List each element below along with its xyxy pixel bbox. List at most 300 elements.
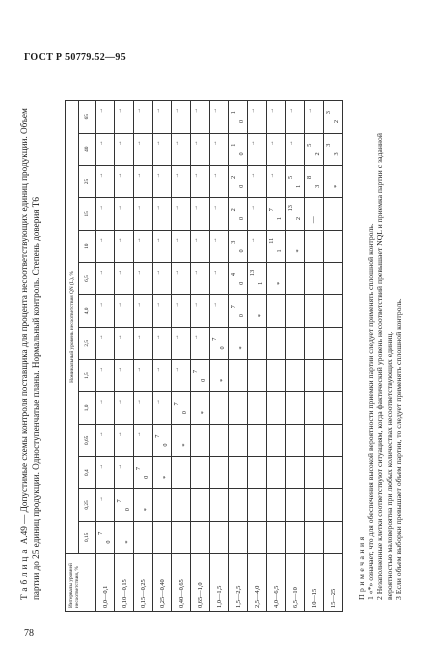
plan-cell (191, 198, 210, 230)
plan-cell (305, 521, 324, 553)
arrow-right-icon: → (117, 108, 123, 114)
plan-cell (96, 230, 115, 262)
arrow-right-icon: → (117, 302, 123, 308)
aql-group-header: Номинальный уровень несоответствия QN (L), % (66, 101, 79, 554)
table-row (229, 101, 248, 612)
standard-header: ГОСТ Р 50779.52—95 (24, 52, 126, 63)
arrow-right-icon: → (98, 140, 104, 147)
plan-cell (172, 456, 191, 488)
sample-size: 13 (287, 205, 294, 212)
full-inspection-mark: * (276, 281, 283, 285)
sample-size: 2 (230, 208, 237, 212)
arrow-right-icon: → (250, 205, 256, 211)
plan-cell (134, 424, 153, 456)
sample-size: 3 (325, 111, 332, 115)
plan-cell (248, 262, 267, 294)
arrow-right-icon: → (136, 334, 142, 341)
sample-size: 7 (173, 402, 180, 406)
plan-cell (96, 392, 115, 424)
plan-cell (286, 392, 305, 424)
plan-cell (267, 327, 286, 359)
acceptance-number: 0 (181, 411, 188, 415)
table-row (210, 101, 229, 612)
plan-cell (210, 392, 229, 424)
full-inspection-mark: * (181, 443, 188, 447)
plan-cell (286, 101, 305, 134)
arrow-right-icon: → (155, 334, 161, 341)
acceptance-number: 1 (295, 184, 302, 188)
plan-cell (134, 327, 153, 359)
plan-cell (229, 262, 248, 294)
plan-cell (248, 392, 267, 424)
level-header: 1,0 (78, 392, 96, 424)
arrow-right-icon: → (136, 431, 142, 438)
plan-cell (324, 101, 343, 134)
acceptance-number: 3 (333, 152, 340, 156)
arrow-right-icon: → (98, 366, 104, 373)
plan-cell (267, 262, 286, 294)
arrow-right-icon: → (117, 399, 123, 405)
level-header: 10 (78, 230, 96, 262)
acceptance-number: 1 (257, 281, 264, 285)
acceptance-number: 1 (276, 217, 283, 221)
acceptance-number: 0 (238, 281, 245, 285)
row-label: 1,5—2,5 (229, 554, 248, 612)
plan-cell (210, 424, 229, 456)
table-row (305, 101, 324, 612)
plan-cell (229, 392, 248, 424)
plan-cell (305, 424, 324, 456)
caption-text: — Допустимые схемы контроля поставщика для процента несоответствующих единиц продукции. Объем партии до 25 единиц продукции. Одноступенчатые планы. Нормальный контроль. Степень доверия Т6 (19, 108, 41, 600)
arrow-right-icon: → (193, 269, 199, 276)
plan-cell (172, 165, 191, 197)
arrow-right-icon: → (98, 334, 104, 341)
plan-cell (191, 230, 210, 262)
plan-cell (191, 489, 210, 521)
plan-cell (324, 424, 343, 456)
arrow-right-icon: → (98, 399, 104, 405)
arrow-right-icon: → (117, 140, 123, 147)
full-inspection-mark: * (162, 475, 169, 479)
arrow-right-icon: → (98, 108, 104, 114)
plan-cell (248, 489, 267, 521)
arrow-right-icon: → (117, 431, 123, 438)
plan-cell (191, 424, 210, 456)
arrow-right-icon: → (136, 269, 142, 276)
plan-cell (153, 230, 172, 262)
plan-cell (96, 521, 115, 553)
plan-cell (153, 198, 172, 230)
plan-cell (229, 424, 248, 456)
level-header: 6,5 (78, 262, 96, 294)
plan-cell (115, 327, 134, 359)
plan-cell (286, 521, 305, 553)
plan-cell (229, 133, 248, 165)
corner-header: Интервалы уровней несоответствия, % (66, 554, 96, 612)
acceptance-number: 0 (238, 217, 245, 221)
plan-cell (115, 392, 134, 424)
sample-size: 7 (97, 531, 104, 535)
row-label: 2,5—4,0 (248, 554, 267, 612)
arrow-right-icon: → (136, 108, 142, 114)
arrow-right-icon: → (288, 108, 294, 114)
arrow-right-icon: → (174, 108, 180, 114)
acceptance-number: 2 (333, 119, 340, 124)
plan-cell (153, 489, 172, 521)
table-row (96, 101, 115, 612)
sample-size: 1 (230, 111, 237, 115)
plan-cell (305, 295, 324, 327)
plan-cell (324, 489, 343, 521)
plan-cell (172, 101, 191, 134)
plan-cell (96, 424, 115, 456)
level-header: 2,5 (78, 327, 96, 359)
plan-cell (134, 489, 153, 521)
plan-cell (324, 295, 343, 327)
sample-size: 7 (192, 369, 199, 374)
plan-cell (305, 359, 324, 391)
plan-cell (134, 359, 153, 391)
level-header-row (78, 101, 96, 612)
level-header: 25 (78, 165, 96, 197)
arrow-right-icon: → (98, 463, 104, 470)
arrow-right-icon: → (98, 269, 104, 276)
arrow-right-icon: → (155, 366, 161, 373)
acceptance-number: 0 (238, 152, 245, 156)
notes-heading: Примечания (357, 534, 366, 600)
level-header: 4,0 (78, 295, 96, 327)
arrow-right-icon: → (250, 140, 256, 147)
plan-cell (248, 359, 267, 391)
plan-cell (172, 295, 191, 327)
notes (357, 104, 403, 600)
arrow-right-icon: → (117, 269, 123, 276)
plan-cell (115, 230, 134, 262)
plan-cell (210, 489, 229, 521)
acceptance-number: 0 (200, 378, 207, 382)
table-caption (18, 104, 42, 600)
plan-cell (172, 424, 191, 456)
plan-cell (248, 456, 267, 488)
table-row (267, 101, 286, 612)
plan-cell (286, 262, 305, 294)
plan-cell (134, 392, 153, 424)
row-label: 0,65—1,0 (191, 554, 210, 612)
arrow-right-icon: → (212, 108, 218, 114)
plan-cell (172, 262, 191, 294)
plan-cell (267, 359, 286, 391)
arrow-right-icon: → (136, 302, 142, 308)
arrow-right-icon: → (117, 334, 123, 341)
sample-size: 3 (230, 240, 237, 244)
plan-cell (115, 456, 134, 488)
separator-mark: — (309, 216, 317, 224)
row-label: 0,40—0,65 (172, 554, 191, 612)
sample-size: 1 (230, 143, 237, 147)
note-2: 2 Незаполненные клетки соответствуют ситуациям, когда фактический уровень несоответствий превышает NQL и приемка партии с заданной вероятностью маловероятна при любых количествах несоответствующих единиц. (375, 132, 394, 600)
plan-cell (210, 521, 229, 553)
arrow-right-icon: → (155, 302, 161, 308)
arrow-right-icon: → (136, 205, 142, 211)
plan-cell (305, 133, 324, 165)
arrow-right-icon: → (212, 140, 218, 147)
acceptance-number: 2 (295, 217, 302, 221)
plan-cell (267, 133, 286, 165)
plan-cell (305, 198, 324, 230)
plan-cell (115, 133, 134, 165)
caption-label: Таблица (19, 546, 29, 600)
arrow-right-icon: → (193, 302, 199, 308)
plan-cell (267, 424, 286, 456)
sample-size: 5 (287, 175, 294, 180)
plan-cell (115, 359, 134, 391)
plan-cell (324, 133, 343, 165)
plan-cell (115, 489, 134, 521)
plan-cell (115, 198, 134, 230)
page-number: 78 (24, 628, 34, 639)
plan-cell (191, 456, 210, 488)
arrow-right-icon: → (136, 172, 142, 179)
level-header: 15 (78, 198, 96, 230)
plan-cell (267, 101, 286, 134)
arrow-right-icon: → (212, 205, 218, 211)
sample-size: 7 (135, 466, 142, 471)
plan-cell (229, 295, 248, 327)
plan-cell (229, 359, 248, 391)
plan-cell (210, 327, 229, 359)
arrow-right-icon: → (212, 302, 218, 308)
plan-cell (248, 230, 267, 262)
acceptance-number: 0 (238, 184, 245, 188)
plan-cell (96, 295, 115, 327)
plan-cell (191, 392, 210, 424)
arrow-right-icon: → (136, 366, 142, 373)
plan-cell (229, 198, 248, 230)
full-inspection-mark: * (124, 540, 131, 544)
plan-cell (96, 262, 115, 294)
plan-cell (286, 165, 305, 197)
sample-size: 5 (306, 143, 313, 147)
arrow-right-icon: → (193, 205, 199, 211)
plan-cell (96, 198, 115, 230)
row-label: 0,25—0,40 (153, 554, 172, 612)
arrow-right-icon: → (174, 366, 180, 373)
full-inspection-mark: * (200, 411, 207, 415)
level-header: 40 (78, 133, 96, 165)
plan-cell (267, 489, 286, 521)
plan-cell (134, 456, 153, 488)
plan-cell (305, 392, 324, 424)
sample-size: 7 (154, 434, 161, 438)
arrow-right-icon: → (174, 334, 180, 341)
acceptance-number: 0 (162, 443, 169, 447)
arrow-right-icon: → (212, 237, 218, 244)
plan-cell (191, 262, 210, 294)
plan-cell (210, 133, 229, 165)
plan-cell (324, 198, 343, 230)
arrow-right-icon: → (174, 269, 180, 276)
arrow-right-icon: → (193, 108, 199, 114)
plan-cell (172, 198, 191, 230)
full-inspection-mark: * (238, 346, 245, 350)
arrow-right-icon: → (155, 399, 161, 405)
plan-cell (191, 165, 210, 197)
plan-cell (153, 521, 172, 553)
table-row (172, 101, 191, 612)
plan-cell (229, 489, 248, 521)
plan-cell (210, 456, 229, 488)
acceptance-number: 0 (143, 475, 150, 479)
plan-cell (286, 424, 305, 456)
level-header: 1,5 (78, 359, 96, 391)
arrow-right-icon: → (155, 108, 161, 114)
plan-cell (172, 521, 191, 553)
acceptance-number: 0 (238, 314, 245, 318)
arrow-right-icon: → (155, 140, 161, 147)
plan-cell (115, 101, 134, 134)
sample-size: 2 (230, 175, 237, 180)
acceptance-number: 0 (124, 508, 131, 512)
sample-size: 13 (249, 269, 256, 277)
arrow-right-icon: → (307, 108, 313, 114)
arrow-right-icon: → (250, 237, 256, 244)
full-inspection-mark: * (333, 184, 340, 188)
plan-cell (229, 165, 248, 197)
table-body (96, 101, 343, 612)
acceptance-plan-table (65, 100, 343, 612)
plan-cell (96, 133, 115, 165)
plan-cell (115, 521, 134, 553)
plan-cell (210, 295, 229, 327)
plan-cell (286, 198, 305, 230)
plan-cell (229, 327, 248, 359)
plan-cell (153, 424, 172, 456)
plan-cell (115, 165, 134, 197)
plan-cell (305, 230, 324, 262)
plan-cell (210, 198, 229, 230)
sample-size: 7 (116, 499, 123, 503)
full-inspection-mark: * (143, 508, 150, 512)
plan-cell (153, 133, 172, 165)
plan-cell (324, 262, 343, 294)
plan-cell (248, 165, 267, 197)
arrow-right-icon: → (269, 108, 275, 114)
acceptance-number: 0 (219, 346, 226, 350)
plan-cell (248, 424, 267, 456)
plan-cell (324, 456, 343, 488)
sample-size: 8 (306, 175, 313, 180)
arrow-right-icon: → (250, 172, 256, 179)
arrow-right-icon: → (288, 140, 294, 147)
acceptance-number: 1 (276, 249, 283, 253)
caption-number: А.49 (19, 526, 29, 545)
plan-cell (305, 489, 324, 521)
plan-cell (172, 133, 191, 165)
arrow-right-icon: → (117, 172, 123, 179)
acceptance-number: 3 (314, 184, 321, 188)
arrow-right-icon: → (174, 205, 180, 211)
plan-cell (305, 262, 324, 294)
arrow-right-icon: → (136, 399, 142, 405)
plan-cell (172, 327, 191, 359)
plan-cell (286, 295, 305, 327)
plan-cell (210, 359, 229, 391)
arrow-right-icon: → (193, 237, 199, 244)
plan-cell (267, 165, 286, 197)
sample-size: 11 (268, 237, 275, 244)
arrow-right-icon: → (98, 302, 104, 308)
plan-cell (172, 230, 191, 262)
plan-cell (229, 101, 248, 134)
plan-cell (248, 133, 267, 165)
plan-cell (191, 133, 210, 165)
table-row (153, 101, 172, 612)
plan-cell (286, 456, 305, 488)
plan-cell (248, 295, 267, 327)
acceptance-number: 2 (314, 152, 321, 156)
table-row (134, 101, 153, 612)
arrow-right-icon: → (136, 237, 142, 244)
plan-cell (134, 262, 153, 294)
plan-cell (191, 295, 210, 327)
table-row (248, 101, 267, 612)
plan-cell (115, 424, 134, 456)
arrow-right-icon: → (250, 108, 256, 114)
row-label: 0,0—0,1 (96, 554, 115, 612)
plan-cell (248, 198, 267, 230)
plan-cell (267, 295, 286, 327)
plan-cell (153, 295, 172, 327)
row-label: 6,5—10 (286, 554, 305, 612)
plan-cell (210, 101, 229, 134)
arrow-right-icon: → (155, 237, 161, 244)
row-label: 4,0—6,5 (267, 554, 286, 612)
table-row (286, 101, 305, 612)
plan-cell (172, 489, 191, 521)
plan-cell (115, 262, 134, 294)
arrow-right-icon: → (174, 172, 180, 179)
plan-cell (267, 198, 286, 230)
arrow-right-icon: → (155, 205, 161, 211)
plan-cell (134, 133, 153, 165)
plan-cell (248, 101, 267, 134)
note-3: 3 Если объем выборки превышает объем партии, то следует применять сплошной контроль. (393, 298, 403, 600)
plan-cell (324, 521, 343, 553)
arrow-right-icon: → (155, 172, 161, 179)
level-header: 65 (78, 101, 96, 134)
plan-cell (267, 230, 286, 262)
arrow-right-icon: → (174, 237, 180, 244)
sample-size: 4 (230, 272, 237, 277)
plan-cell (134, 165, 153, 197)
acceptance-number: 0 (238, 119, 245, 124)
full-inspection-mark: * (219, 378, 226, 382)
plan-cell (324, 392, 343, 424)
plan-cell (286, 230, 305, 262)
sample-size: 7 (268, 208, 275, 212)
plan-cell (153, 165, 172, 197)
plan-cell (153, 262, 172, 294)
note-1: 1 «*» означает, что для обеспечения высокой вероятности приемки партии следует применять сплошной контроль. (366, 223, 376, 600)
plan-cell (229, 230, 248, 262)
rotated-content (18, 100, 412, 612)
plan-cell (305, 101, 324, 134)
plan-cell (172, 392, 191, 424)
full-inspection-mark: * (295, 249, 302, 253)
plan-cell (191, 359, 210, 391)
plan-cell (153, 359, 172, 391)
level-header: 0,15 (78, 521, 96, 553)
